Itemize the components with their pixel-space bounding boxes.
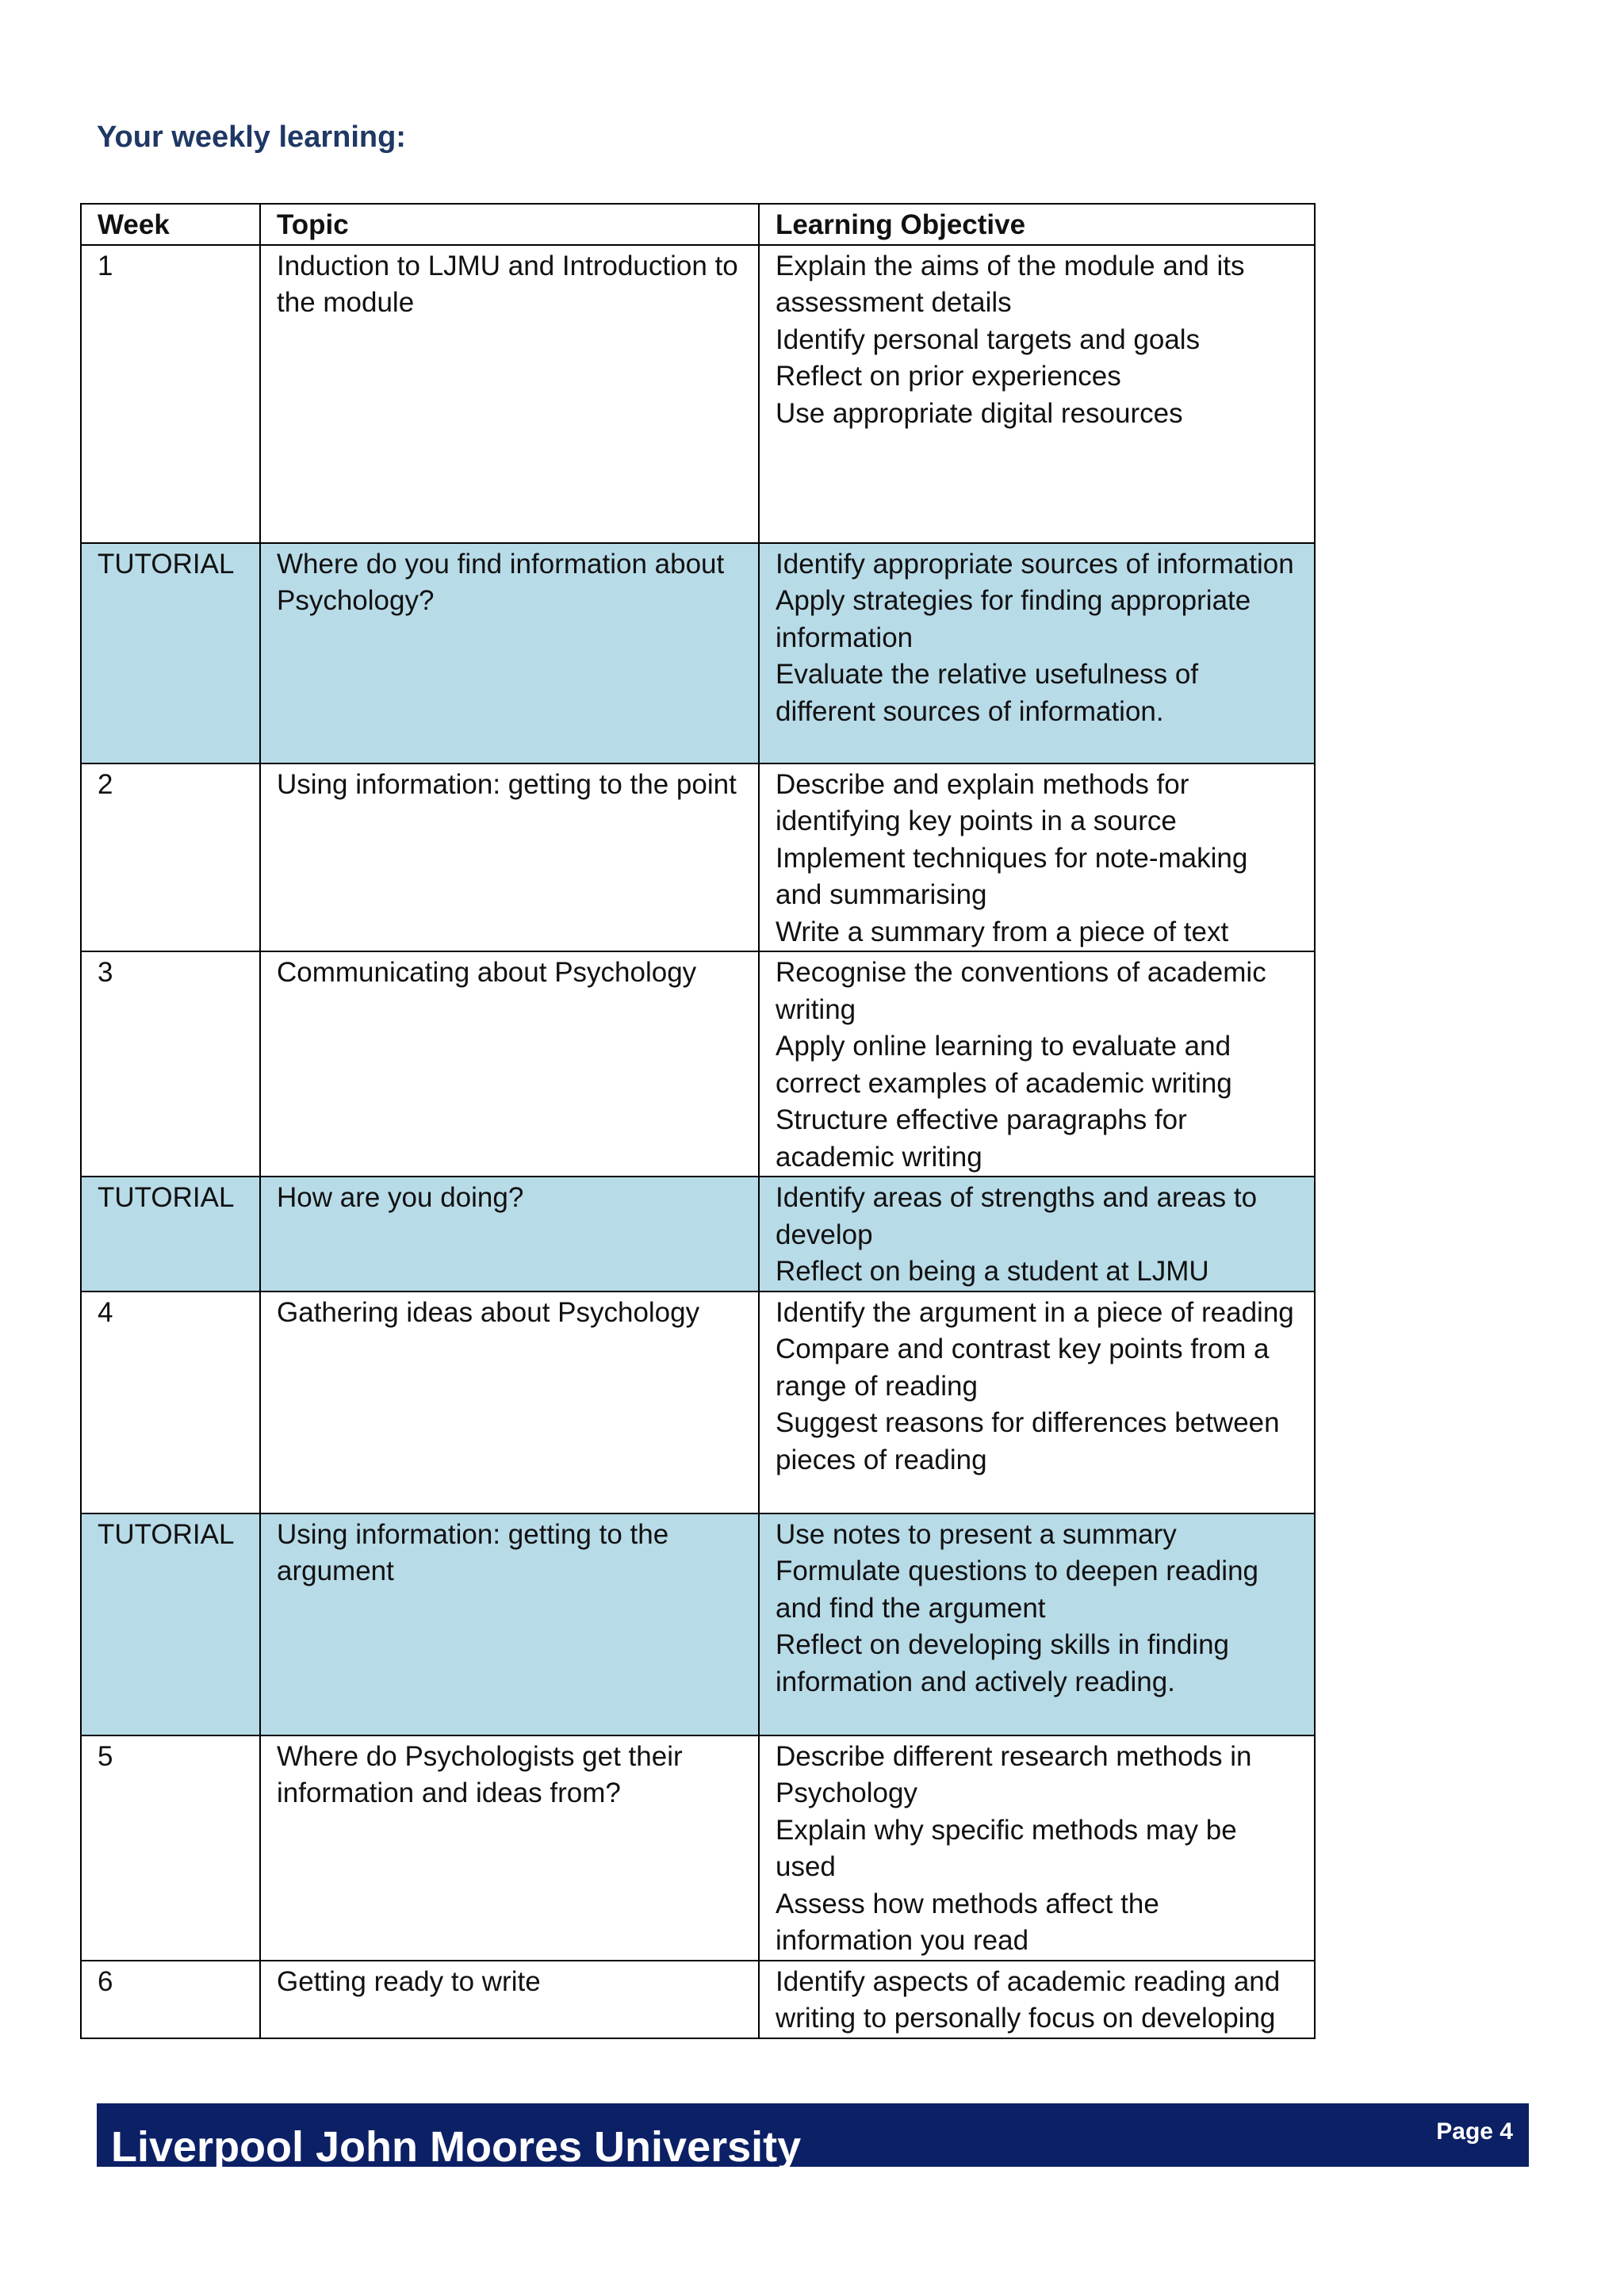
objectives-cell [759,543,1315,763]
objective-item: Recognise the conventions of academic writing [776,957,1266,1025]
objective-item: Describe and explain methods for identifying key points in a source [776,768,1189,836]
weekly-learning-table [80,203,1316,2039]
table-row [81,543,1315,763]
table-row [81,1735,1315,1961]
week-cell: 2 [81,763,260,952]
table-row [81,1292,1315,1513]
objective-item: Explain why specific methods may be used [776,1814,1237,1882]
objective-item: Identify aspects of academic reading and writing to personally focus on developing [776,1965,1281,2034]
objective-item: Compare and contrast key points from a range of reading [776,1334,1270,1402]
table-row [81,951,1315,1177]
week-cell: 3 [81,951,260,1177]
topic-cell: Induction to LJMU and Introduction to the module [260,245,759,543]
objective-item: Reflect on being a student at LJMU [776,1256,1209,1287]
header-week: Week [81,204,260,245]
page-number: Page 4 [1436,2118,1513,2145]
objective-item: Identify personal targets and goals [776,323,1201,355]
objective-item: Use appropriate digital resources [776,397,1183,429]
page-heading: Your weekly learning: [97,121,406,154]
objectives-cell [759,1961,1315,2038]
header-topic: Topic [260,204,759,245]
table-row [81,763,1315,952]
objective-item: Implement techniques for note-making and summarising [776,842,1248,910]
objective-item: Suggest reasons for differences between pieces of reading [776,1407,1280,1475]
objective-item: Formulate questions to deepen reading and find the argument [776,1556,1259,1624]
objective-item: Identify the argument in a piece of reading [776,1296,1294,1328]
objective-item: Apply strategies for finding appropriate information [776,585,1251,653]
table-header-row [81,204,1315,245]
objective-item: Identify areas of strengths and areas to develop [776,1182,1258,1250]
week-cell: TUTORIAL [81,1177,260,1292]
objective-item: Use notes to present a summary [776,1518,1177,1550]
topic-cell: Communicating about Psychology [260,951,759,1177]
table-row [81,245,1315,543]
objective-item: Explain the aims of the module and its assessment details [776,250,1245,318]
objectives-cell [759,1177,1315,1292]
objective-item: Write a summary from a piece of text [776,916,1229,947]
table-row [81,1513,1315,1735]
week-cell: TUTORIAL [81,543,260,763]
objective-item: Describe different research methods in Psychology [776,1740,1252,1808]
week-cell: 6 [81,1961,260,2038]
objective-item: Reflect on developing skills in finding information and actively reading. [776,1629,1229,1697]
week-cell: TUTORIAL [81,1513,260,1735]
topic-cell: Where do you find information about Psychology? [260,543,759,763]
week-cell: 5 [81,1735,260,1961]
objective-item: Assess how methods affect the information you read [776,1888,1159,1956]
objectives-cell [759,951,1315,1177]
objectives-cell [759,1513,1315,1735]
objective-item: Apply online learning to evaluate and correct examples of academic writing [776,1031,1232,1099]
objective-item: Structure effective paragraphs for academic writing [776,1104,1187,1173]
objective-item: Evaluate the relative usefulness of different sources of information. [776,659,1199,727]
week-cell: 4 [81,1292,260,1513]
topic-cell: Using information: getting to the argument [260,1513,759,1735]
objectives-cell [759,1735,1315,1961]
objectives-cell [759,1292,1315,1513]
header-learning-objective: Learning Objective [759,204,1315,245]
objectives-cell [759,245,1315,543]
topic-cell: How are you doing? [260,1177,759,1292]
table-row [81,1177,1315,1292]
objectives-cell [759,763,1315,952]
university-name: Liverpool John Moores University [111,2125,802,2169]
week-cell: 1 [81,245,260,543]
topic-cell: Getting ready to write [260,1961,759,2038]
topic-cell: Where do Psychologists get their information and ideas from? [260,1735,759,1961]
objective-item: Reflect on prior experiences [776,361,1121,392]
topic-cell: Gathering ideas about Psychology [260,1292,759,1513]
topic-cell: Using information: getting to the point [260,763,759,952]
table-row [81,1961,1315,2038]
objective-item: Identify appropriate sources of information [776,548,1294,580]
